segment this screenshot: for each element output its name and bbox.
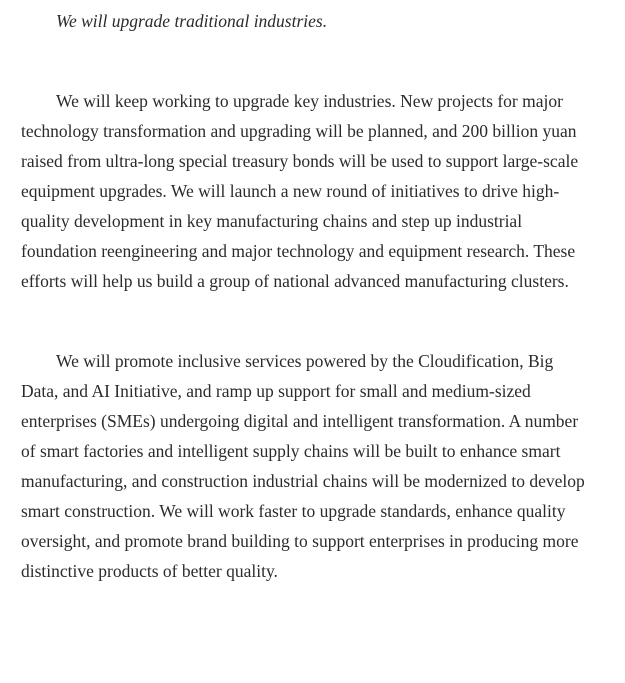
paragraph-inclusive-services: We will promote inclusive services powered by the Cloudification, Big Data, and AI Initiative, and ramp up support for small and medium-sized enterprises (SMEs) undergoing digital and intelligent transformation. A number of smart factories and intelligent supply chains will be built to enhance smart manufacturing, and construction industrial chains will be modernized to develop smart construction. We will work faster to upgrade standards, enhance quality oversight, and promote brand building to support enterprises in producing more distinctive products of better quality. <box>21 351 585 581</box>
section-subheading: We will upgrade traditional industries. <box>56 11 328 31</box>
article-body <box>21 6 591 586</box>
paragraph-upgrade-key-industries: We will keep working to upgrade key industries. New projects for major technology transformation and upgrading will be planned, and 200 billion yuan raised from ultra-long special treasury bonds will be used to support large-scale equipment upgrades. We will launch a new round of initiatives to drive high-quality development in key manufacturing chains and step up industrial foundation reengineering and major technology and equipment research. These efforts will help us build a group of national advanced manufacturing clusters. <box>21 91 579 291</box>
